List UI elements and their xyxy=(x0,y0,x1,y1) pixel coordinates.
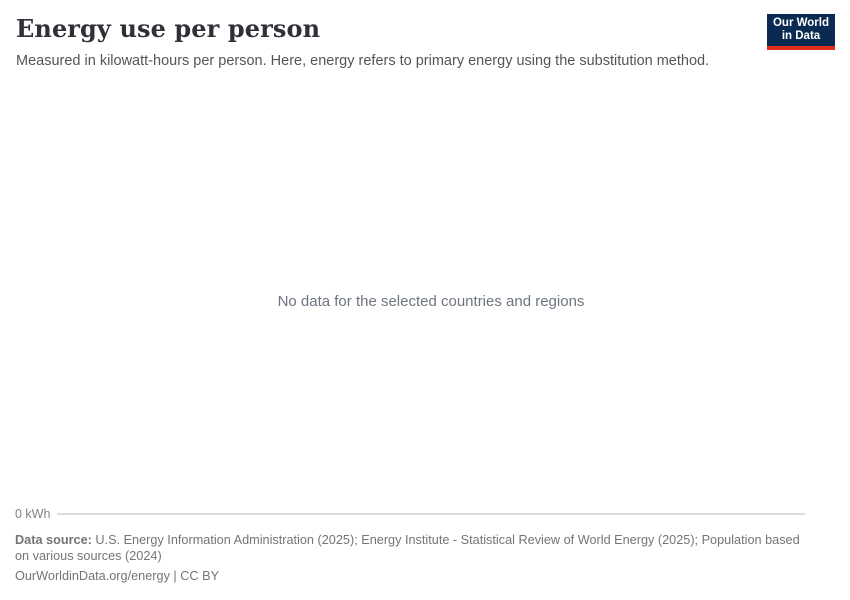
logo-text-line2: in Data xyxy=(781,30,821,42)
chart-subtitle: Measured in kilowatt-hours per person. Here, energy refers to primary energy using the substitution method. xyxy=(16,53,710,69)
no-data-message: No data for the selected countries and regions xyxy=(277,293,585,310)
citation-link[interactable]: OurWorldinData.org/energy | CC BY xyxy=(15,569,220,583)
owid-logo[interactable] xyxy=(767,14,835,50)
chart-footer xyxy=(15,532,810,584)
data-source-text: U.S. Energy Information Administration (2025); Energy Institute - Statistical Review of World Energy (2025); Population based on various sources (2024) xyxy=(15,533,800,563)
chart-plot-area xyxy=(0,76,850,506)
page-title: Energy use per person xyxy=(16,14,321,43)
y-axis-tick-label: 0 kWh xyxy=(15,507,51,521)
axis-baseline xyxy=(57,513,805,515)
logo-text-line1: Our World xyxy=(772,16,829,29)
data-source-label: Data source: xyxy=(15,533,92,547)
data-sources-line xyxy=(15,532,810,564)
